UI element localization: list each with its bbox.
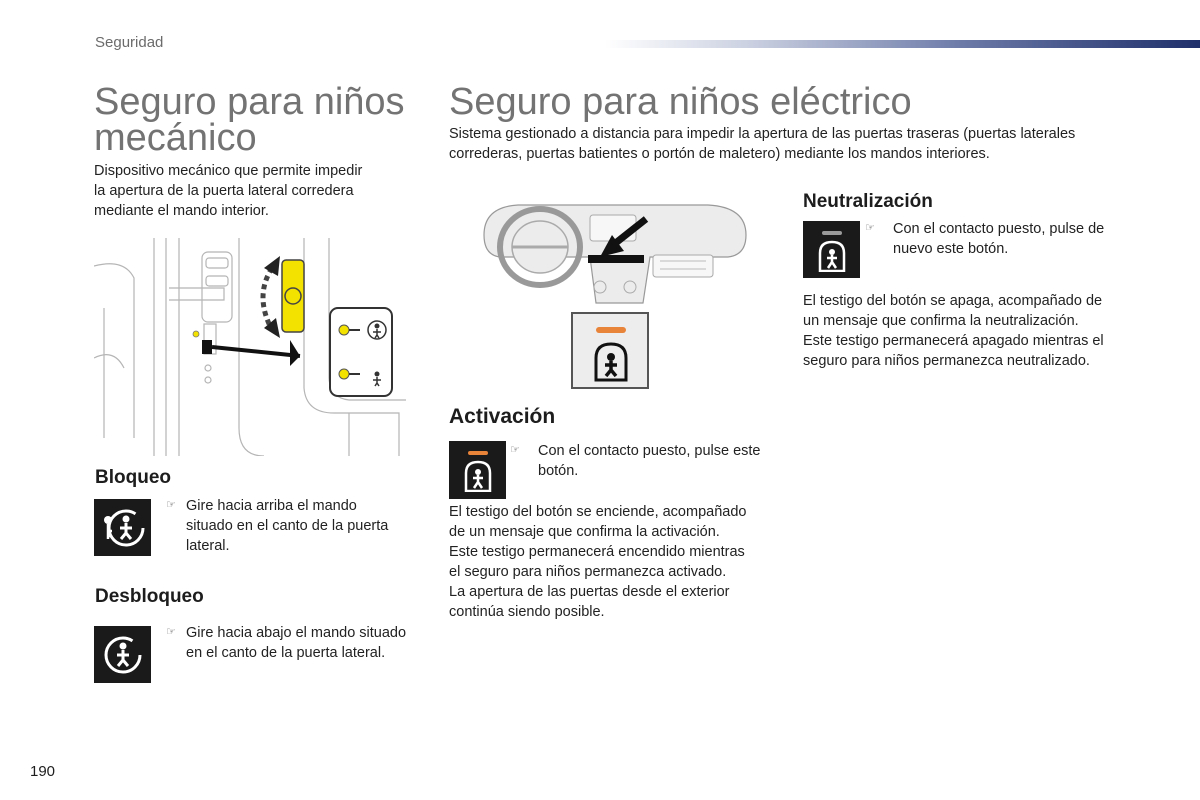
door-child-lock-illustration	[94, 238, 406, 456]
activacion-step-line: Con el contacto puesto, pulse este	[538, 443, 761, 459]
right-intro-line: Sistema gestionado a distancia para impedir la apertura de las puertas traseras (puertas laterales	[449, 126, 1076, 142]
left-intro-line: Dispositivo mecánico que permite impedir	[94, 163, 363, 179]
desbloqueo-heading: Desbloqueo	[95, 586, 204, 607]
section-label: Seguridad	[95, 34, 164, 51]
child-lock-button-off-icon	[803, 221, 860, 278]
child-lock-locked-icon	[94, 499, 151, 556]
activacion-line: El testigo del botón se enciende, acompañado	[449, 504, 747, 520]
bloqueo-line: Gire hacia arriba el mando	[186, 498, 357, 514]
activacion-heading: Activación	[449, 405, 556, 428]
left-intro-line: la apertura de la puerta lateral corredera	[94, 183, 354, 199]
neutralizacion-step	[865, 219, 1145, 259]
right-intro	[449, 124, 1149, 164]
desbloqueo-line: en el canto de la puerta lateral.	[186, 645, 386, 661]
child-lock-button-active-icon	[449, 441, 506, 499]
indicator-light-off	[822, 231, 842, 235]
desbloqueo-line: Gire hacia abajo el mando situado	[186, 625, 407, 641]
hand-pointer-icon: ☞	[166, 499, 176, 511]
dashboard-button-illustration	[478, 195, 750, 307]
neutralizacion-step-line: nuevo este botón.	[893, 241, 1009, 257]
activacion-line: Este testigo permanecerá encendido mientras	[449, 544, 745, 560]
bloqueo-heading: Bloqueo	[95, 467, 171, 488]
neutralizacion-line: un mensaje que confirma la neutralización.	[803, 313, 1079, 329]
hand-pointer-icon: ☞	[166, 626, 176, 638]
left-title-line1: Seguro para niños	[94, 81, 405, 123]
desbloqueo-step	[166, 623, 426, 663]
child-lock-button-zoom	[571, 312, 649, 389]
child-lock-unlocked-icon	[94, 626, 151, 683]
neutralizacion-heading: Neutralización	[803, 191, 933, 212]
indicator-light	[596, 327, 626, 333]
bloqueo-step	[166, 496, 416, 556]
activacion-line: La apertura de las puertas desde el exterior	[449, 584, 730, 600]
left-intro-line: mediante el mando interior.	[94, 203, 269, 219]
neutralizacion-text	[803, 291, 1153, 371]
activacion-line: de un mensaje que confirma la activación.	[449, 524, 720, 540]
activacion-step	[510, 441, 785, 481]
activacion-text	[449, 502, 779, 622]
neutralizacion-line: El testigo del botón se apaga, acompañado de	[803, 293, 1103, 309]
hand-pointer-icon: ☞	[865, 222, 875, 234]
left-title-line2: mecánico	[94, 117, 257, 159]
neutralizacion-line: Este testigo permanecerá apagado mientras el	[803, 333, 1104, 349]
left-intro	[94, 161, 414, 221]
page-number: 190	[30, 763, 56, 780]
left-title	[94, 81, 424, 159]
neutralizacion-line: seguro para niños permanezca neutralizado.	[803, 353, 1090, 369]
neutralizacion-step-line: Con el contacto puesto, pulse de	[893, 221, 1105, 237]
activacion-line: continúa siendo posible.	[449, 604, 605, 620]
header-bar	[605, 40, 1200, 48]
indicator-light-on	[468, 451, 488, 455]
activacion-step-line: botón.	[538, 463, 579, 479]
activacion-line: el seguro para niños permanezca activado.	[449, 564, 727, 580]
bloqueo-line: lateral.	[186, 538, 230, 554]
bloqueo-line: situado en el canto de la puerta	[186, 518, 389, 534]
right-title: Seguro para niños eléctrico	[449, 81, 912, 123]
right-intro-line: correderas, puertas batientes o portón de maletero) mediante los mandos interiores.	[449, 146, 990, 162]
hand-pointer-icon: ☞	[510, 444, 520, 456]
